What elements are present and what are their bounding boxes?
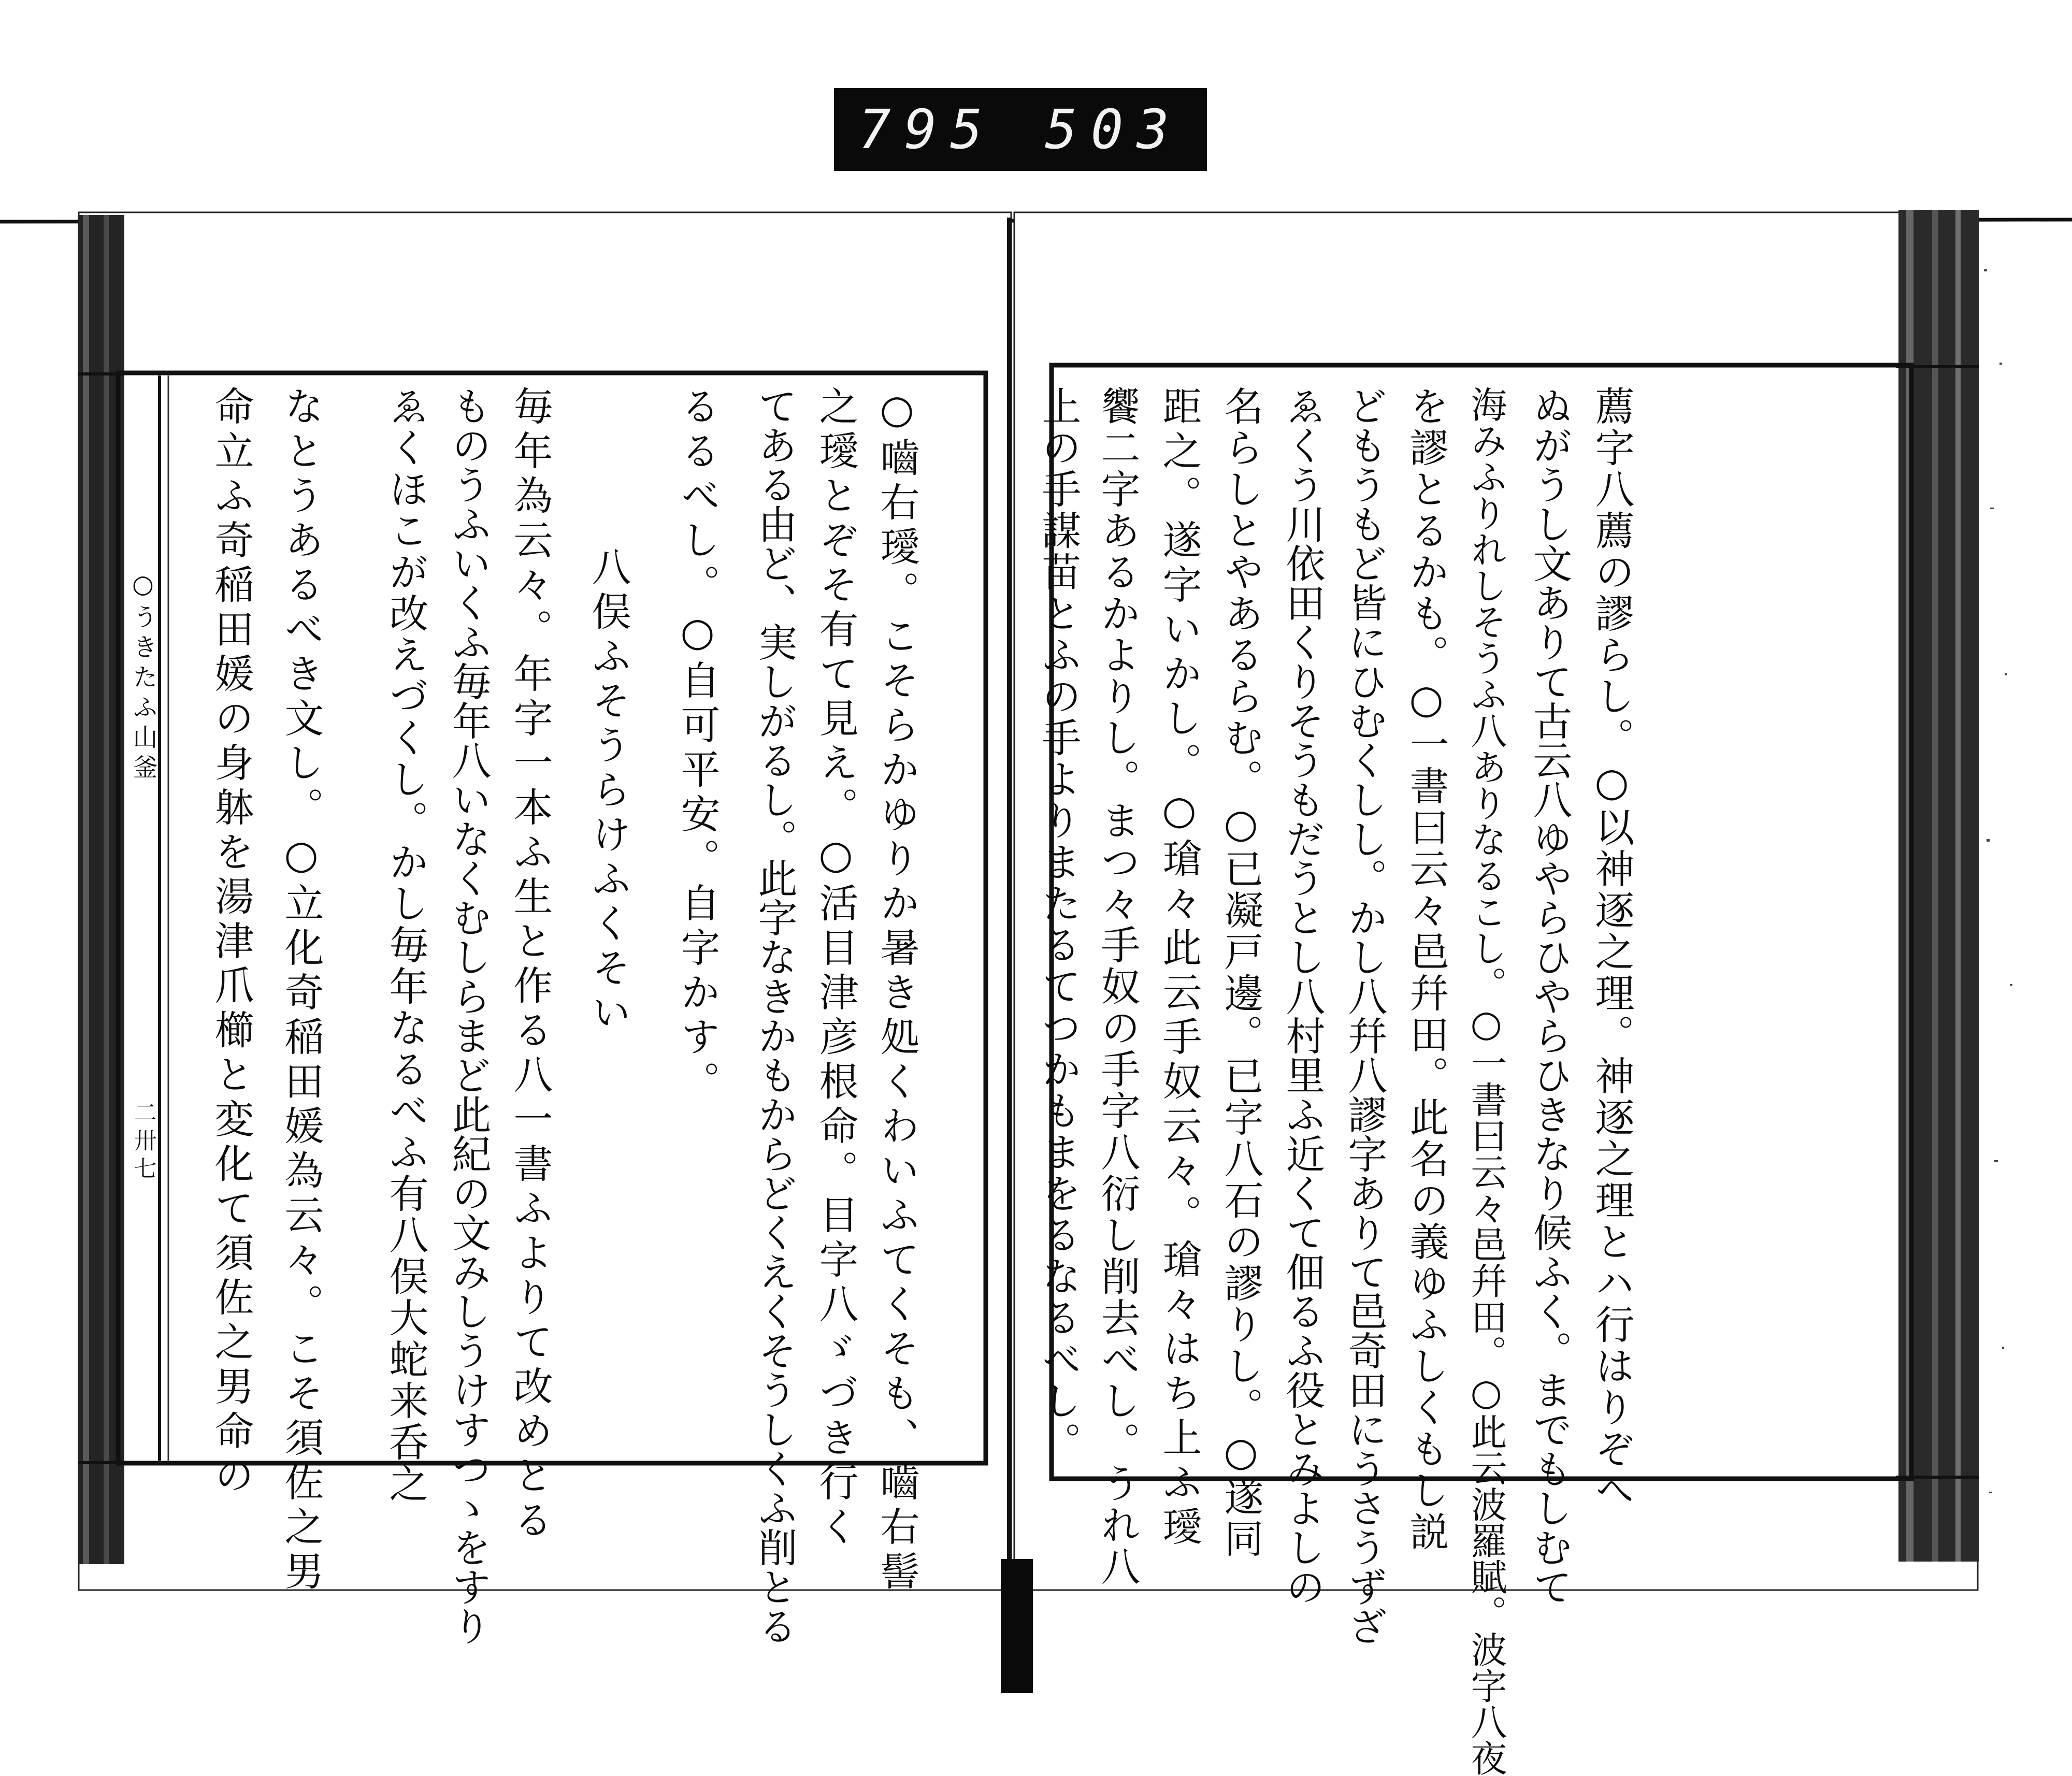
right-column-10: 上の手謀苗とふの手よりまたるてつかもまをるなるべし。 [1035,386,1082,1463]
right-column-2: ぬがうし文ありて古云八ゆやらひやらひきなり候ふく。までもしむて [1527,386,1573,1606]
right-column-6: ゑくう川依田くりそうもだうとし八村里ふ近くて佃るふ役とみよしの [1279,386,1326,1606]
left-column-3: てある由ど、実しがるし。此字なきかもからどくえくそうしくふ削とる [752,386,798,1645]
right-column-3: 海みふりれしそうふ八ありなるこし。○一書曰云々邑幷田。○此云波羅賦。波字八夜 [1465,386,1507,1776]
left-column-6: 毎年為云々。年字一本ふ生と作る八一書ふよりて改めとる [507,386,553,1544]
left-column-10: 命立ふ奇稲田媛の身躰を湯津爪櫛と変化て須佐之男命の [208,386,254,1499]
spine-clip [1001,1559,1033,1693]
left-column-1: ○嚙右璦。こそらかゆりか暑き処くわいふてくそも、嚙右髻 [874,386,920,1595]
reel-label [834,88,1207,171]
left-column-5: 八俣ふそうらけふくそい [585,546,631,1036]
left-column-4: るるべし。○自可平安。自字かす。 [674,386,721,1105]
left-column-8: ゑくほこが改えづくし。かし毎年なるべふ有八俣大蛇来呑之 [383,386,429,1505]
right-column-5: どもうもど皆にひむくしし。かし八幷八謬字ありて邑奇田にうさうずざ [1342,386,1388,1645]
left-column-7: ものうふいくふ毎年八いなくむしらまど此紀の文みしうけすつゝをすり [445,386,492,1645]
left-column-9: なとうあるべき文し。○立化奇稲田媛為云々。こそ須佐之男 [278,386,324,1595]
reel-number-right: 503 [1045,98,1183,161]
right-column-7: 名らしとやあるらむ。○已凝戸邊。已字八石の謬りし。○遂同 [1218,386,1264,1560]
right-column-4: を謬とるかも。○一書曰云々邑幷田。此名の義ゆふしくもし説 [1403,386,1449,1553]
left-margin-title: ○うきたふ山釜 [128,570,157,784]
reel-number-left: 795 [858,98,996,161]
right-column-8: 距之。遂字いかし。○瑲々此云手奴云々。瑲々はち上ふ璦 [1156,386,1202,1551]
center-spine [1007,218,1012,1564]
left-page-number: 二卅七 [130,1101,156,1185]
right-column-9: 饗二字あるかよりし。まつ々手奴の手字八衍し削去べし。うれ八 [1095,386,1141,1587]
right-column-1: 薦字八薦の謬らし。○以神逐之理。神逐之理とハ行はりぞへ [1589,386,1635,1511]
left-column-2: 之璦とぞそ有て見え。○活目津彦根命。目字八ゞづき行く [813,386,859,1551]
